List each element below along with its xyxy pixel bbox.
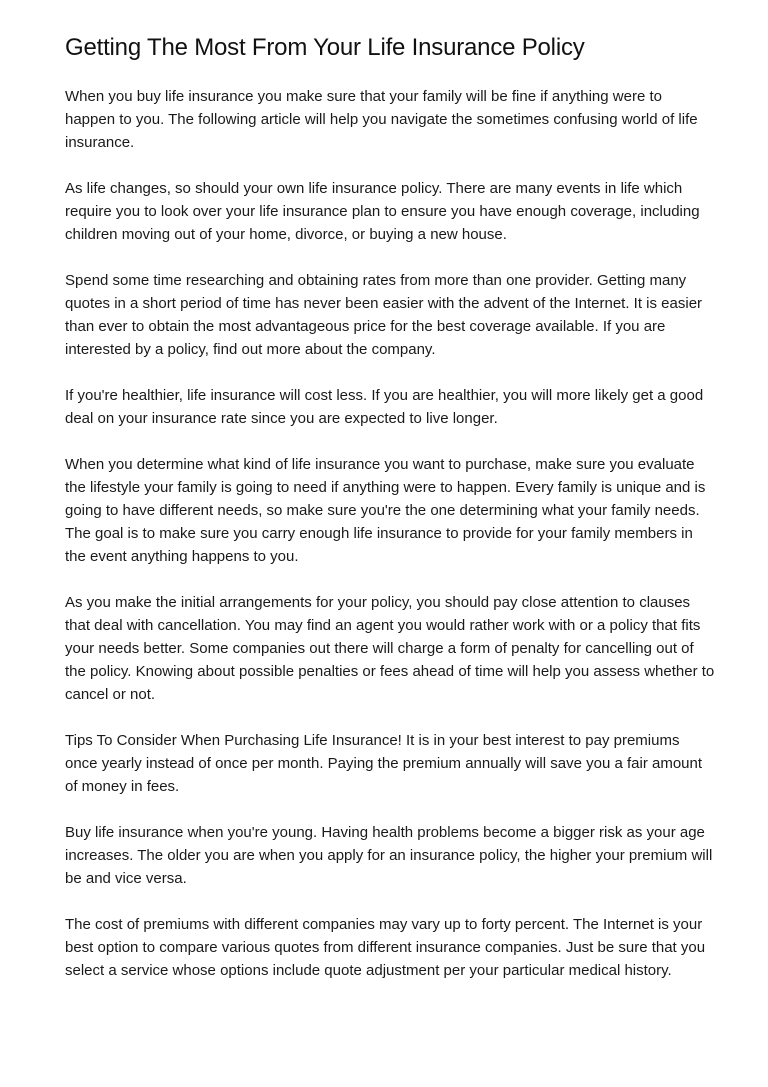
paragraph-tips-premiums: Tips To Consider When Purchasing Life Insurance! It is in your best interest to pay premiums once yearly instead of once per month. Paying the premium annually will save you a fair amount of money in fees. [65, 732, 703, 795]
paragraph-cancellation: As you make the initial arrangements for your policy, you should pay close attention to clauses that deal with cancellation. You may find an agent you would rather work with or a policy that fits your needs better. Some companies out there will charge a form of penalty for cancelling out of the policy. Knowing about possible penalties or fees ahead of time will help you assess whether to cancel or not. [65, 594, 715, 703]
paragraph-determine-needs: When you determine what kind of life insurance you want to purchase, make sure you evaluate the lifestyle your family is going to need if anything were to happen. Every family is unique and is going to have different needs, so make sure you're the one determining what your family needs. The goal is to make sure you carry enough life insurance to provide for your family members in the event anything happens to you. [65, 456, 706, 565]
paragraph-buy-young: Buy life insurance when you're young. Having health problems become a bigger risk as your age increases. The older you are when you apply for an insurance policy, the higher your premium will be and vice versa. [65, 824, 713, 887]
paragraph-premium-costs: The cost of premiums with different companies may vary up to forty percent. The Internet is your best option to compare various quotes from different insurance companies. Just be sure that you select a service whose options include quote adjustment per your particular medical history. [65, 916, 706, 979]
paragraph-intro: When you buy life insurance you make sure that your family will be fine if anything were to happen to you. The following article will help you navigate the sometimes confusing world of life insurance. [65, 88, 698, 151]
paragraph-healthier: If you're healthier, life insurance will cost less. If you are healthier, you will more likely get a good deal on your insurance rate since you are expected to live longer. [65, 387, 704, 427]
paragraph-research-rates: Spend some time researching and obtaining rates from more than one provider. Getting many quotes in a short period of time has never been easier with the advent of the Internet. It is easier than ever to obtain the most advantageous price for the best coverage available. If you are interested by a policy, find out more about the company. [65, 272, 703, 358]
paragraph-life-changes: As life changes, so should your own life insurance policy. There are many events in life which require you to look over your life insurance plan to ensure you have enough coverage, including children moving out of your home, divorce, or buying a new house. [65, 180, 700, 243]
page-title: Getting The Most From Your Life Insurance Policy [65, 34, 585, 61]
document-page [65, 32, 715, 1005]
